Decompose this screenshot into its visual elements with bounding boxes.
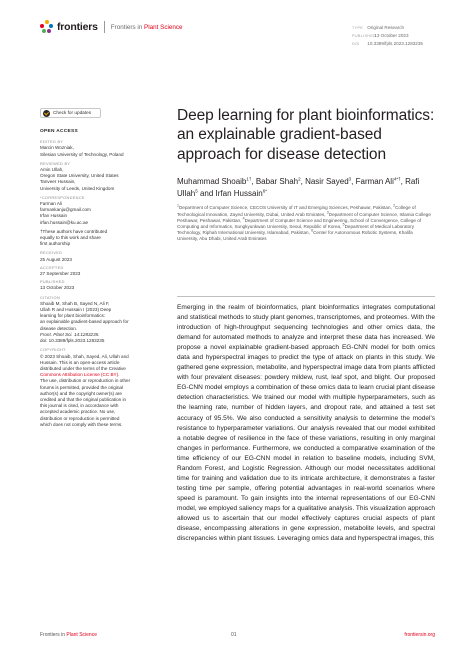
accepted-date: 27 September 2023 xyxy=(40,271,81,277)
editor-name: Marcin Wozniak, xyxy=(40,145,74,151)
received-date: 25 August 2023 xyxy=(40,256,72,262)
frontiers-logo-icon xyxy=(40,20,54,34)
check-updates-icon xyxy=(43,110,50,117)
divider xyxy=(177,296,435,297)
article-title: Deep learning for plant bioinformatics: an explainable gradient-based approach for disease detection xyxy=(177,107,435,163)
footer-journal-prefix: Frontiers in xyxy=(40,632,67,638)
reviewer-name: Tanveer Hussain, xyxy=(40,179,76,185)
citation-line: Shoaib M, Shah B, Sayed N, Ali F, xyxy=(40,300,110,306)
affiliation-marker: 1 xyxy=(177,203,179,208)
accepted-key: ACCEPTED xyxy=(40,264,64,270)
abstract-text: Emerging in the realm of bioinformatics, plant bioinformatics integrates computational and statistical methods to study plant genomes, transcriptomes, and proteomes. With the introduction of high-throughput sequencing technologies and other omics data, the demand for automated methods to analyze and interpret these data has increased. We propose a novel explainable gradient-based approach EG-CNN model for both omics data and hyperspectral images to predict the type of attack on plants in this study. We gathered gene expression, metabolite, and hyperspectral image data from plants afflicted with four prevalent diseases: powdery mildew, rust, leaf spot, and blight. Our proposed EG-CNN model employs a combination of these omics data to learn crucial plant disease detection characteristics. We trained our model with multiple hyperparameters, such as the learning rate, number of hidden layers, and dropout rate, and attained a test set accuracy of 95.5%. We also conducted a sensitivity analysis to determine the model's resistance to hyperparameter variations. Our analysis revealed that our model exhibited a notable degree of resilience in the face of these variations, resulting in only marginal changes in performance. Furthermore, we conducted a comparative examination of the time efficiency of our EG-CNN model in relation to baseline models, including SVM, Random Forest, and Logistic Regression. Although our model necessitates additional time for training and validation due to its intricate architecture, it demonstrates a faster testing time per sample, offering potential advantages in real-world scenarios where speed is paramount. To gain insights into the internal representations of our EG-CNN model, we employed saliency maps for a qualitative analysis. This visualization approach allowed us to ascertain that our model effectively captures crucial aspects of plant disease, encompassing alterations in gene expression, metabolite levels, and spectral discrepancies within plant tissues. Leveraging omics data and hyperspectral images, this xyxy=(177,304,435,543)
meta-published-value: 13 October 2023 xyxy=(374,33,409,39)
citation-doi[interactable]: doi: 10.3389/fpls.2023.1283235 xyxy=(40,338,105,344)
author-separator: , xyxy=(251,177,256,187)
page-header xyxy=(40,20,440,50)
citation-line: disease detection. xyxy=(40,325,78,331)
affiliation-text: Center for Autonomous Robotic Systems, Khalifa University, Abu Dhabi, United Arab Emirates xyxy=(177,230,413,242)
copyright-line: The use, distribution or reproduction in other xyxy=(40,378,131,384)
corresponding-email[interactable]: farmankanju@gmail.com xyxy=(40,207,91,213)
license-link[interactable]: Commons Attribution License (CC BY). xyxy=(40,372,120,378)
logo-text: frontiers xyxy=(57,21,98,33)
citation-key: CITATION xyxy=(40,294,60,300)
citation-line: Front. Plant Sci. 14:1283235. xyxy=(40,331,100,337)
affiliation-marker: 2 xyxy=(393,203,396,208)
author-name[interactable]: Muhammad Shoaib xyxy=(177,177,247,187)
corresponding-author: Farman Ali xyxy=(40,201,62,207)
edited-by xyxy=(40,145,160,157)
meta-doi-key: DOI xyxy=(352,42,360,47)
check-for-updates-button[interactable] xyxy=(40,108,101,118)
copyright-key: COPYRIGHT xyxy=(40,347,66,353)
author-name[interactable]: Nasir Sayed xyxy=(305,177,349,187)
corresponding-email[interactable]: irfan.hussain@ku.ac.ae xyxy=(40,219,89,225)
affiliation-marker: 3 xyxy=(326,210,329,215)
footer-site-link[interactable]: frontiersin.org xyxy=(404,632,435,638)
check-updates-label: Check for updates xyxy=(53,109,92,115)
author-affiliation-marker: 1† xyxy=(246,176,252,182)
author-affiliation-marker: 5 xyxy=(195,188,198,194)
meta-type-value: Original Research xyxy=(367,25,405,30)
copyright-line: distribution or reproduction is permitted xyxy=(40,415,120,421)
affiliation-marker: 5 xyxy=(342,222,345,227)
reviewer-affiliation: University of Leeds, United Kingdom xyxy=(40,185,115,191)
copyright-line: accepted academic practice. No use, xyxy=(40,409,116,415)
journal-title[interactable] xyxy=(111,24,183,31)
copyright-line: this journal is cited, in accordance with xyxy=(40,403,119,409)
corresponding-author: Irfan Hussain xyxy=(40,213,68,219)
open-access-label: OPEN ACCESS xyxy=(40,129,79,134)
author-affiliation-marker: 4*† xyxy=(393,176,401,182)
article-sidebar xyxy=(40,108,160,431)
copyright-line: which does not comply with these terms. xyxy=(40,421,123,427)
reviewed-by xyxy=(40,167,160,192)
copyright-line: author(s) and the copyright owner(s) are xyxy=(40,390,122,396)
received-key: RECEIVED xyxy=(40,250,63,256)
author-separator: , xyxy=(351,177,356,187)
article-meta xyxy=(352,24,423,49)
meta-published-key: PUBLISHED xyxy=(352,34,377,39)
author-name[interactable]: Farman Ali xyxy=(355,177,394,187)
author-list xyxy=(177,176,435,199)
edited-by-key: EDITED BY xyxy=(40,139,64,145)
footer-journal-name: Plant Science xyxy=(66,632,97,638)
copyright-line: Hussain. This is an open-access article xyxy=(40,359,120,365)
author-separator: and xyxy=(197,188,216,198)
affiliation-text: Department of Computer Science, CECOS University of IT and Emerging Sciences, Peshawar, Pakistan, xyxy=(178,205,394,211)
journal-prefix: Frontiers in xyxy=(110,23,145,31)
footer-journal[interactable] xyxy=(40,632,97,638)
article-header xyxy=(177,106,435,243)
affiliation-marker: 6 xyxy=(311,228,314,233)
affiliation-list xyxy=(177,205,435,242)
author-name[interactable]: Rafi Ullah xyxy=(177,177,420,198)
citation-line: Ullah R and Hussain I (2023) Deep xyxy=(40,307,112,313)
affiliation-text: College of Technological Innovation, Zayed University, Dubai, United Arab Emirates, xyxy=(177,205,416,217)
copyright-line: © 2023 Shoaib, Shah, Sayed, Ali, Ullah and xyxy=(40,353,129,359)
copyright-line: forums is permitted, provided the original xyxy=(40,384,123,390)
citation xyxy=(40,301,160,344)
affiliation-text: Department of Medical Laboratory Technology, Riphah International University, Islamabad, Pakistan, xyxy=(177,224,415,236)
author-name[interactable]: Irfan Hussain xyxy=(215,188,263,198)
citation-line: an explainable gradient-based approach for xyxy=(40,319,129,325)
copyright-line: credited and that the original publication in xyxy=(40,396,127,402)
equal-contribution-note xyxy=(40,229,160,248)
editor-affiliation: Silesian University of Technology, Poland xyxy=(40,151,124,157)
author-name[interactable]: Babar Shah xyxy=(255,177,299,187)
meta-doi-value[interactable]: 10.3389/fpls.2023.1283235 xyxy=(367,41,423,47)
copyright-line: distributed under the terms of the Creative xyxy=(40,365,126,371)
note-line: †These authors have contributed xyxy=(40,228,108,234)
correspondence xyxy=(40,201,160,226)
affiliation-marker: 4 xyxy=(242,216,245,221)
citation-line: learning for plant bioinformatics: xyxy=(40,313,106,319)
correspondence-key: *CORRESPONDENCE xyxy=(40,194,85,200)
reviewed-by-key: REVIEWED BY xyxy=(40,160,71,166)
affiliation-text: Department of Computer Science, Islamia College Peshawar, Peshawar, Pakistan, xyxy=(177,211,431,223)
page-number: 01 xyxy=(231,632,237,638)
journal-name: Plant Science xyxy=(144,23,183,31)
copyright xyxy=(40,354,160,428)
published-key: PUBLISHED xyxy=(40,279,65,285)
author-affiliation-marker: 3 xyxy=(348,176,352,182)
author-separator: , xyxy=(300,177,306,187)
meta-type-key: TYPE xyxy=(352,26,364,30)
note-line: equally to this work and share xyxy=(40,235,101,241)
reviewer-affiliation: Oregon State University, United States xyxy=(40,173,119,179)
frontiers-logo[interactable] xyxy=(40,20,183,34)
note-line: first authorship xyxy=(40,241,71,247)
author-separator: , xyxy=(400,177,406,187)
reviewer-name: Amin Ullah, xyxy=(40,167,64,173)
affiliation-text: Department of Computer Science and Engineering, School of Convergence, College of Computing and Informatics, Sungkyunkwan University, Seoul, Republic of Korea, xyxy=(177,217,422,230)
author-affiliation-marker: 6* xyxy=(262,188,267,194)
author-affiliation-marker: 2 xyxy=(298,176,301,182)
published-date: 13 October 2023 xyxy=(40,285,75,291)
logo-divider xyxy=(104,21,105,33)
